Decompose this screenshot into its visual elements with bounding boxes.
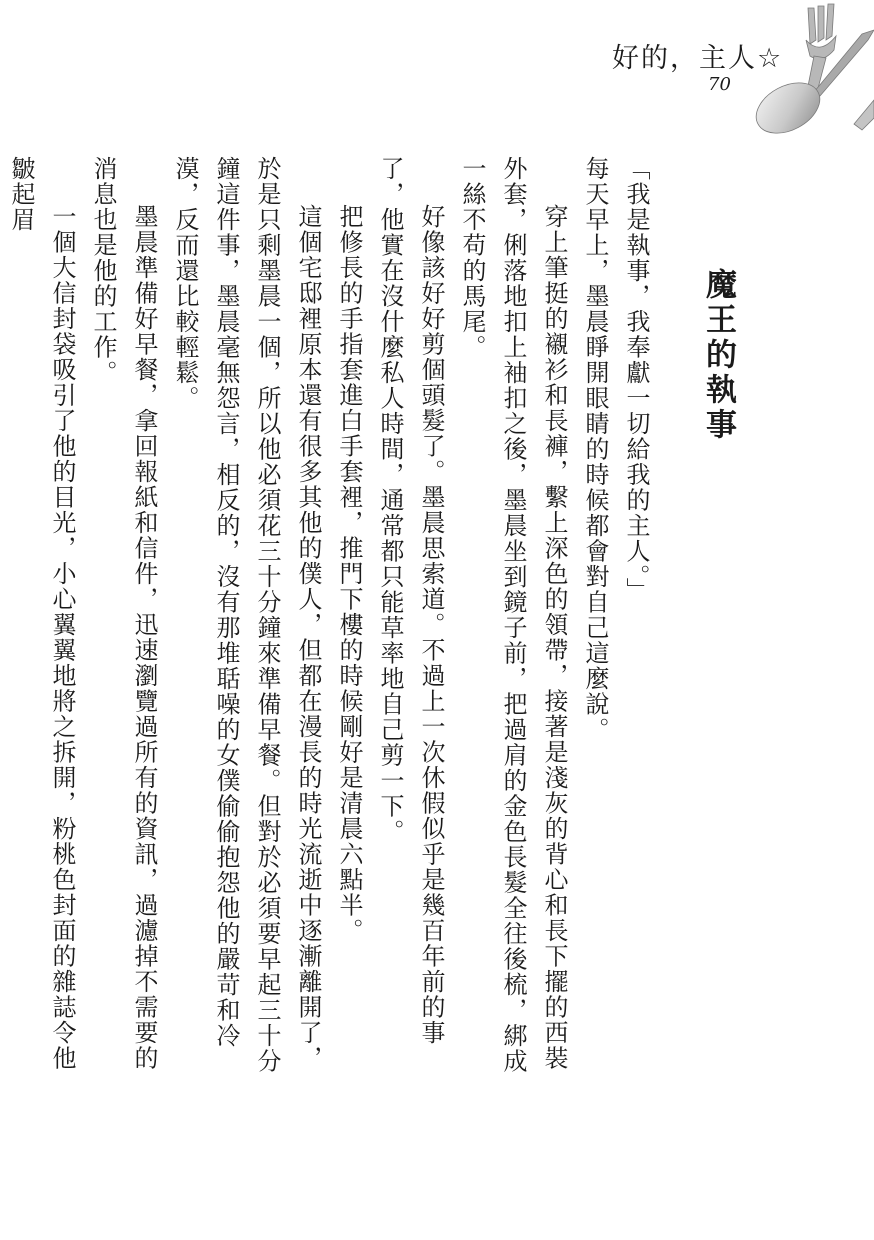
paragraph-2: 每天早上，墨晨睜開眼睛的時候都會對自己這麼說。 xyxy=(581,156,609,743)
paragraph-8: 一個大信封袋吸引了他的目光，小心翼翼地將之拆開，粉桃色封面的雜誌令他皺起眉 xyxy=(7,156,76,1071)
paragraph-3: 穿上筆挺的襯衫和長褲，繫上深色的領帶，接著是淺灰的背心和長下擺的西裝外套，俐落地扣上袖扣之後，墨晨坐到鏡子前，把過肩的金色長髮全往後梳，綁成一絲不苟的馬尾。 xyxy=(458,156,568,1074)
page-number: 70 xyxy=(708,74,731,95)
body-text xyxy=(7,156,656,1086)
chapter-title: 魔王的執事 xyxy=(700,268,736,443)
running-header-title: 好的，主人☆ xyxy=(612,43,784,74)
paragraph-7: 墨晨準備好早餐，拿回報紙和信件，迅速瀏覽過所有的資訊，過濾掉不需要的消息也是他的工作。 xyxy=(89,156,158,1071)
paragraph-6: 這個宅邸裡原本還有很多其他的僕人，但都在漫長的時光流逝中逐漸離開了，於是只剩墨晨一個，所以他必須花三十分鐘來準備早餐。但對於必須要早起三十分鐘這件事，墨晨毫無怨言，相反的，沒有那堆聒噪的女僕偷偷抱怨他的嚴苛和冷漠，反而還比較輕鬆。 xyxy=(171,156,322,1074)
cutlery-icon xyxy=(750,0,874,150)
paragraph-1: 「我是執事，我奉獻一切給我的主人。」 xyxy=(622,156,650,603)
paragraph-5: 把修長的手指套進白手套裡，推門下樓的時候剛好是清晨六點半。 xyxy=(335,204,363,944)
paragraph-4: 好像該好好剪個頭髮了。墨晨思索道。不過上一次休假似乎是幾百年前的事了，他實在沒什麼私人時間，通常都只能草率地自己剪一下。 xyxy=(376,156,445,1046)
